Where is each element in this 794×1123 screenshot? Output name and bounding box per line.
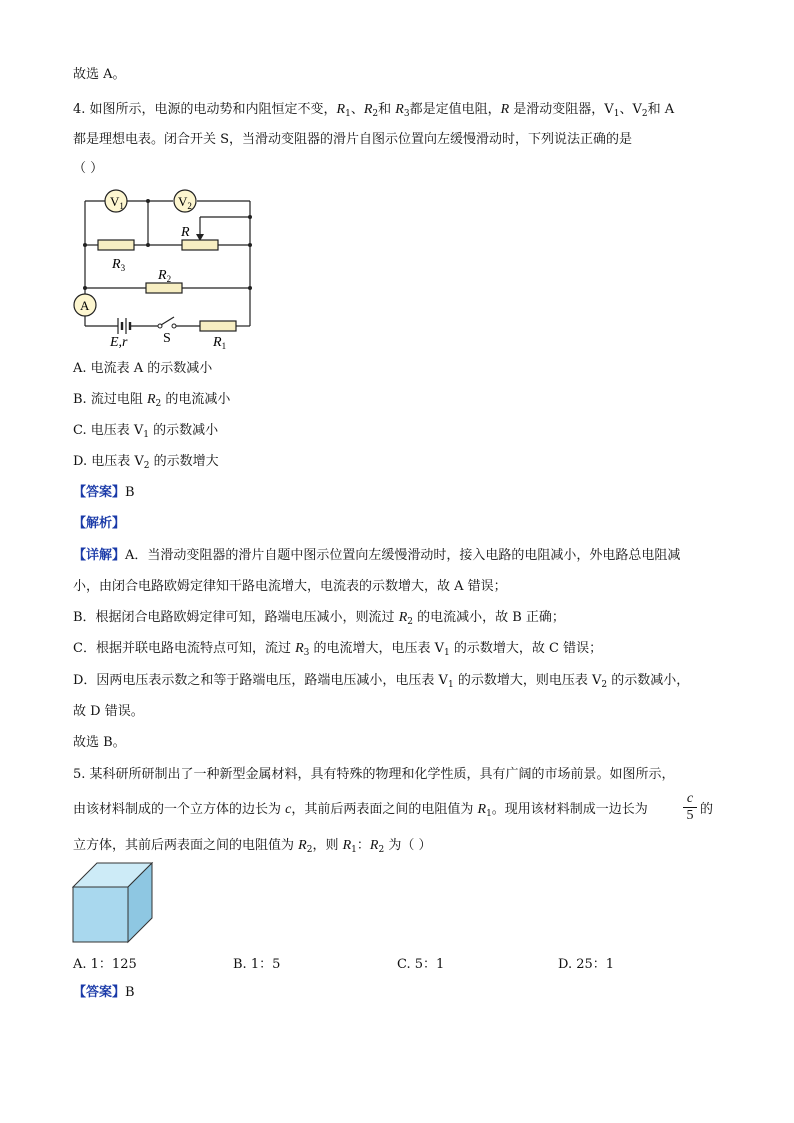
- cube-figure: [72, 862, 154, 944]
- q4-detail-line2: 小，由闭合电路欧姆定律知干路电流增大，电流表的示数增大，故 A 错误；: [73, 579, 507, 594]
- r-label: R: [181, 225, 190, 240]
- q5-stem-line3: 立方体，其前后两表面之间的电阻值为 $R_2$，则 $R_1$：$R_2$ 为（ ）: [73, 838, 432, 855]
- v1-label: $V_1$: [110, 194, 124, 211]
- switch-label: S: [163, 331, 171, 346]
- circuit-diagram: [70, 182, 270, 352]
- q5-option-a: A. 1：125: [73, 957, 137, 972]
- q5-answer: 【答案】B: [73, 985, 135, 1000]
- junction-dot: [248, 243, 252, 247]
- q4-option-d: D. 电压表 $V_2$ 的示数增大: [73, 454, 219, 471]
- q4-conclusion: 故选 B。: [73, 735, 126, 750]
- junction-dot: [248, 286, 252, 290]
- q5-fraction-tail: 的: [700, 802, 714, 817]
- rheostat-r: [182, 240, 218, 250]
- q4-stem-line1: 4. 如图所示，电源的电动势和内阻恒定不变，$R_1$、$R_2$和 $R_3$都是定值电阻，R 是滑动变阻器，$V_1$、$V_2$和 A: [73, 102, 675, 119]
- q4-detail-line3: B．根据闭合电路欧姆定律可知，路端电压减小，则流过 $R_2$ 的电流减小，故 B 正确；: [73, 610, 565, 627]
- q4-option-a: A. 电流表 A 的示数减小: [73, 361, 213, 376]
- prev-conclusion: 故选 A。: [73, 67, 126, 82]
- switch-icon: [158, 317, 176, 328]
- battery-icon: [118, 318, 130, 334]
- q5-stem-line2: 由该材料制成的一个立方体的边长为 c，其前后两表面之间的电阻值为 $R_1$。现用该材料制成一边长为: [73, 802, 648, 819]
- q4-analysis-tag: 【解析】: [73, 516, 126, 531]
- q4-detail-line6: 故 D 错误。: [73, 704, 144, 719]
- q4-answer-blank: （ ）: [73, 161, 104, 176]
- q4-option-b: B. 流过电阻 $R_2$ 的电流减小: [73, 392, 231, 409]
- junction-dot: [83, 286, 87, 290]
- junction-dot: [146, 199, 150, 203]
- v2-label: $V_2$: [178, 194, 192, 211]
- resistor-r1: [200, 321, 236, 331]
- q5-option-c: C. 5：1: [397, 957, 445, 972]
- junction-dot: [83, 243, 87, 247]
- q5-option-b: B. 1：5: [233, 957, 281, 972]
- resistor-r2: [146, 283, 182, 293]
- junction-dot: [248, 215, 252, 219]
- resistor-r3: [98, 240, 134, 250]
- fraction-c-over-5: $\frac{c}{5}$: [683, 791, 697, 824]
- r1-label: $R_1$: [213, 335, 227, 351]
- q4-detail-line5: D．因两电压表示数之和等于路端电压，路端电压减小，电压表 $V_1$ 的示数增大，则电压表 $V_2$ 的示数减小，: [73, 673, 690, 690]
- r2-label: $R_2$: [158, 268, 172, 284]
- q4-detail-line4: C．根据并联电路电流特点可知，流过 $R_3$ 的电流增大，电压表 $V_1$ 的示数增大，故 C 错误；: [73, 641, 603, 658]
- q4-option-c: C. 电压表 $V_1$ 的示数减小: [73, 423, 219, 440]
- q4-detail-line1: 【详解】A．当滑动变阻器的滑片自题中图示位置向左缓慢滑动时，接入电路的电阻减小，外电路总电阻减: [73, 548, 681, 563]
- q5-option-d: D. 25：1: [558, 957, 615, 972]
- source-label: E,r: [110, 335, 128, 350]
- q4-answer: 【答案】B: [73, 485, 135, 500]
- q4-stem-line2: 都是理想电表。闭合开关 S，当滑动变阻器的滑片自图示位置向左缓慢滑动时，下列说法正确的是: [73, 132, 633, 147]
- a-label: A: [80, 298, 90, 313]
- r3-label: $R_3$: [112, 257, 126, 273]
- q5-stem-line1: 5. 某科研所研制出了一种新型金属材料，具有特殊的物理和化学性质，具有广阔的市场前景。如图所示，: [73, 767, 675, 782]
- junction-dot: [146, 243, 150, 247]
